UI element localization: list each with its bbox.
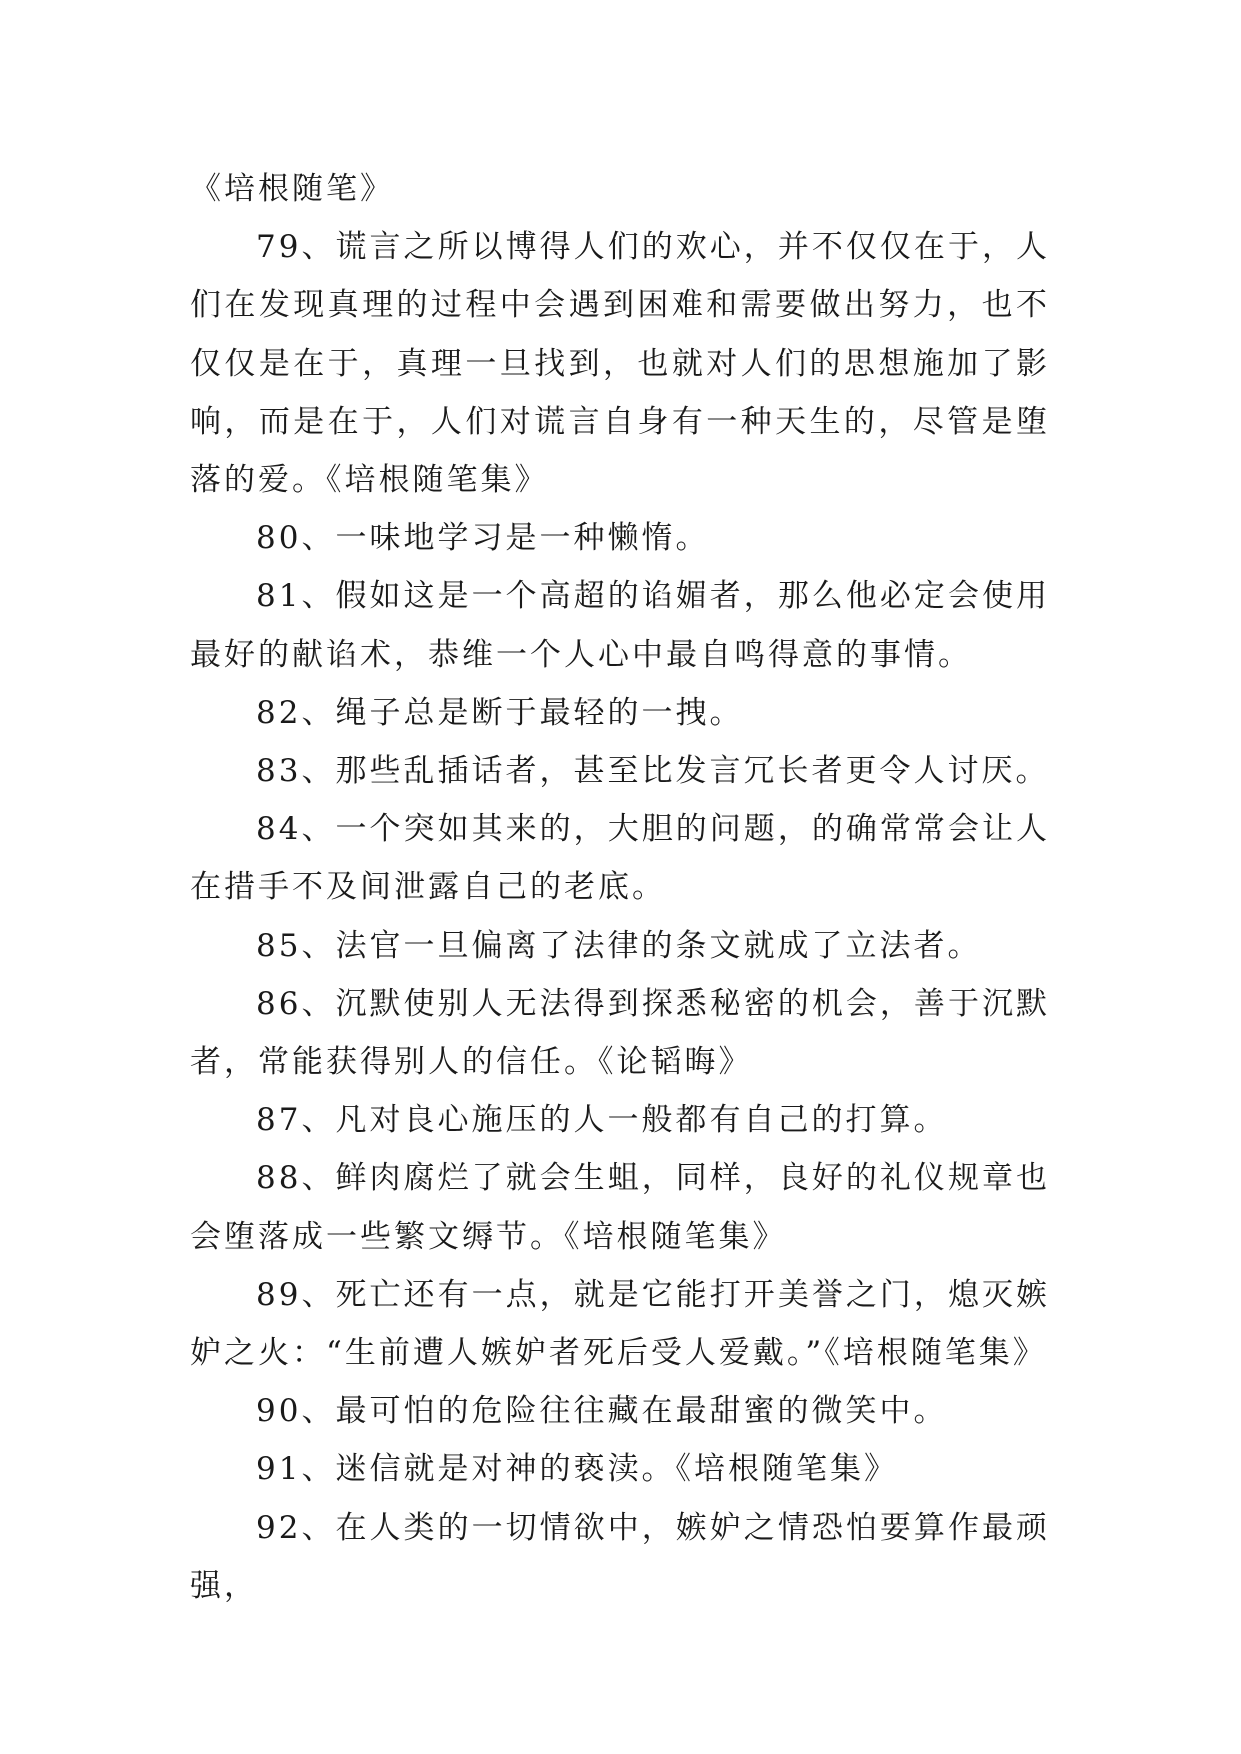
paragraph-89: 89、死亡还有一点，就是它能打开美誉之门，熄灭嫉妒之火：“生前遭人嫉妒者死后受人爱戴。”《培根随笔集》 — [190, 1276, 1050, 1372]
paragraph-80: 80、一味地学习是一种懒惰。 — [256, 520, 710, 557]
paragraph-81: 81、假如这是一个高超的谄媚者，那么他必定会使用最好的献谄术，恭维一个人心中最自鸣得意的事情。 — [190, 578, 1050, 673]
paragraph-84: 84、一个突如其来的，大胆的问题，的确常常会让人在措手不及间泄露自己的老底。 — [190, 811, 1050, 906]
paragraph-85: 85、法官一旦偏离了法律的条文就成了立法者。 — [256, 927, 982, 964]
paragraph-86: 86、沉默使别人无法得到探悉秘密的机会，善于沉默者，常能获得别人的信任。《论韬晦》 — [190, 985, 1050, 1081]
paragraph-87: 87、凡对良心施压的人一般都有自己的打算。 — [256, 1102, 948, 1139]
paragraph-88: 88、鲜肉腐烂了就会生蛆，同样，良好的礼仪规章也会堕落成一些繁文缛节。《培根随笔集》 — [190, 1160, 1050, 1255]
paragraph-91: 91、迷信就是对神的亵渎。《培根随笔集》 — [256, 1451, 898, 1488]
paragraph-82: 82、绳子总是断于最轻的一拽。 — [256, 694, 744, 731]
paragraph-source-title: 《培根随笔》 — [190, 171, 394, 207]
paragraph-83: 83、那些乱插话者，甚至比发言冗长者更令人讨厌。 — [256, 753, 1050, 790]
paragraph-90: 90、最可怕的危险往往藏在最甜蜜的微笑中。 — [256, 1393, 948, 1430]
paragraph-79: 79、谎言之所以博得人们的欢心，并不仅仅在于，人们在发现真理的过程中会遇到困难和需要做出努力，也不仅仅是在于，真理一旦找到，也就对人们的思想施加了影响，而是在于，人们对谎言自身有一种天生的，尽管是堕落的爱。《培根随笔集》 — [190, 229, 1050, 499]
body-text — [190, 160, 1050, 1615]
paragraph-92: 92、在人类的一切情欲中，嫉妒之情恐怕要算作最顽强， — [190, 1509, 1050, 1604]
